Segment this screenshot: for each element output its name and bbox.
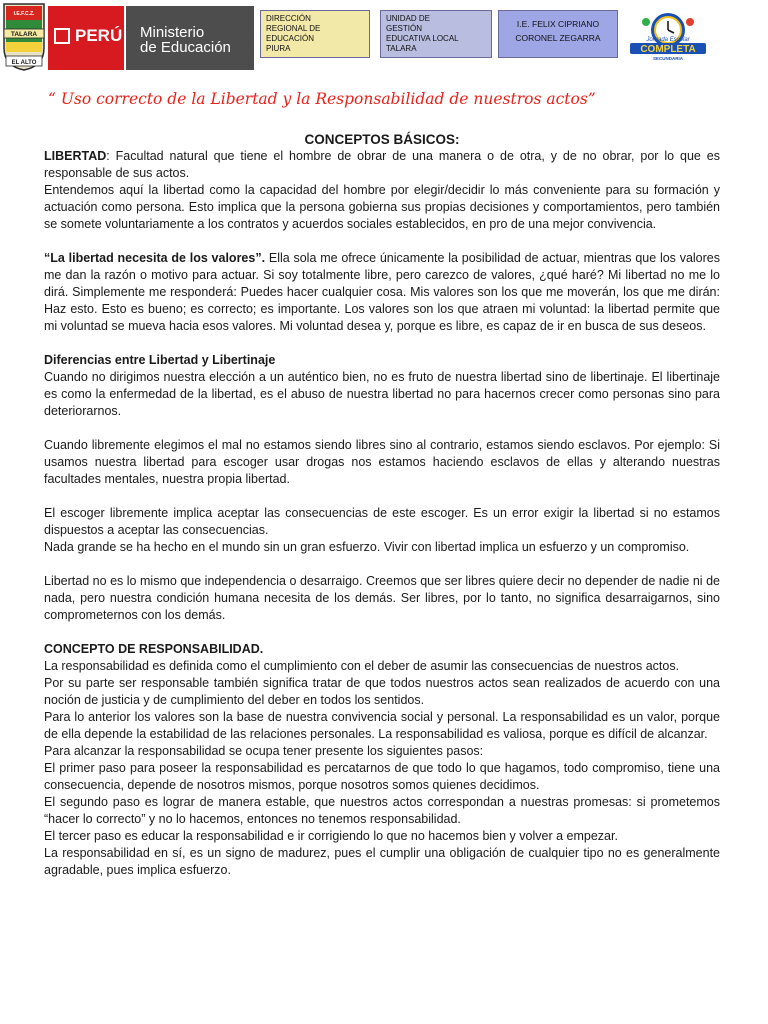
libertinaje-heading: Diferencias entre Libertad y Libertinaje xyxy=(44,353,276,367)
ministry-line1: Ministerio xyxy=(140,24,205,41)
ugel-line: UNIDAD DE xyxy=(386,14,431,23)
paragraph: La responsabilidad en sí, es un signo de madurez, pues el cumplir una obligación de cualquier tipo no es generalmente agradable, pues implica esfuerzo. xyxy=(44,846,720,877)
jec-logo-line1: Jornada Escolar xyxy=(646,37,690,43)
document-header xyxy=(0,0,768,78)
paragraph: Para lo anterior los valores son la base de nuestra convivencia social y personal. La responsabilidad es un valor, porque de ella depende la estabilidad de las relaciones personales. La responsabilidad es valiosa, porque es difícil de alcanzar. xyxy=(44,710,720,741)
paragraph: El tercer paso es educar la responsabilidad e ir corrigiendo lo que no hacemos bien y volver a empezar. xyxy=(44,829,618,843)
school-info-box xyxy=(498,10,618,58)
valores-quote: “La libertad necesita de los valores”. xyxy=(44,251,266,265)
paragraph: Entendemos aquí la libertad como la capacidad del hombre por elegir/decidir lo más conveniente para su formación y actuación como persona. Esto implica que la persona gobierna sus propias decisiones y comportamientos, pero también se somete voluntariamente a los contratos y acuerdos sociales establecidos, en pro de una mejor convivencia. xyxy=(44,183,720,231)
paragraph: El primer paso para poseer la responsabilidad es percatarnos de que todo lo que hagamos, todo compromiso, tiene una consecuencia, depende de nosotros mismos, porque nosotros somos quienes decidimos. xyxy=(44,761,720,792)
libertad-definition xyxy=(44,148,720,182)
ugel-line: TALARA xyxy=(386,44,417,53)
school-crest-logo xyxy=(2,2,46,72)
paragraph: Por su parte ser responsable también significa tratar de que todos nuestros actos sean realizados de acuerdo con una noción de justicia y de cumplimiento del deber en todos los sentidos. xyxy=(44,676,720,707)
dre-line: DIRECCIÓN xyxy=(266,14,311,23)
peru-brand-block xyxy=(48,6,124,70)
crest-school-initials: I.E.F.C.Z. xyxy=(13,11,35,17)
paragraph: El segundo paso es lograr de manera estable, que nuestros actos correspondan a nuestras promesas: si prometemos “hacer lo correcto” y no lo hacemos, entonces no tenemos responsabilidad. xyxy=(44,795,720,826)
dre-info-box xyxy=(260,10,370,58)
ugel-line: EDUCATIVA LOCAL xyxy=(386,34,459,43)
document-title: “ Uso correcto de la Libertad y la Responsabilidad de nuestros actos” xyxy=(48,90,596,108)
dre-line: REGIONAL DE xyxy=(266,24,321,33)
ministry-line2: de Educación xyxy=(140,39,231,56)
document-body xyxy=(44,131,720,879)
ugel-info-box xyxy=(380,10,492,58)
valores-text: Ella sola me ofrece únicamente la posibilidad de actuar, mientras que los valores me dan la razón o motivo para actuar. Si soy totalmente libre, pero carezco de valores, ¿qué haré? Mi libertad no me lo dirá. Simplemente me responderá: Puedes hacer cualquier cosa. Mis valores son los que me moverán, los que me dirán: Haz esto. Esto es bueno; es correcto; es importante. Los valores son los que atraen mi voluntad: la libertad permite que mi voluntad se mueva hacia esos valores. Mi voluntad desea y, porque es libre, es capaz de ir en busca de sus deseos. xyxy=(44,251,721,333)
peru-shield-icon xyxy=(54,28,70,44)
paragraph: Cuando libremente elegimos el mal no estamos siendo libres sino al contrario, estamos siendo esclavos. Por ejemplo: Si usamos nuestra libertad para escoger usar drogas nos estamos haciendo esclavos de ellas y alterando nuestras facultades mentales, nuestra propia libertad. xyxy=(44,438,720,486)
ministry-brand-block xyxy=(126,6,254,70)
paragraph: La responsabilidad es definida como el cumplimiento con el deber de asumir las consecuencias de nuestros actos. xyxy=(44,659,680,673)
jec-logo-line2: COMPLETA xyxy=(640,44,696,55)
ugel-line: GESTIÓN xyxy=(386,24,423,33)
responsabilidad-heading: CONCEPTO DE RESPONSABILIDAD. xyxy=(44,642,264,656)
libertad-term: LIBERTAD xyxy=(44,149,107,163)
paragraph: Cuando no dirigimos nuestra elección a un auténtico bien, no es fruto de nuestra libertad sino de libertinaje. El libertinaje es como la enfermedad de la libertad, es el abuso de nuestra libertad no para hacernos crecer como personas sino para deteriorarnos. xyxy=(44,370,720,418)
dre-line: EDUCACIÓN xyxy=(266,34,315,43)
paragraph: El escoger libremente implica aceptar las consecuencias de este escoger. Es un error exigir la libertad si no estamos dispuestos a aceptar las consecuencias. xyxy=(44,506,720,537)
jornada-escolar-completa-logo xyxy=(622,10,714,62)
paragraph: Para alcanzar la responsabilidad se ocupa tener presente los siguientes pasos: xyxy=(44,744,484,758)
peru-label: PERÚ xyxy=(75,26,123,45)
crest-motto-label: EL ALTO xyxy=(11,60,37,66)
crest-town-label: TALARA xyxy=(10,31,38,38)
paragraph: Nada grande se ha hecho en el mundo sin un gran esfuerzo. Vivir con libertad implica un esfuerzo y un compromiso. xyxy=(44,540,690,554)
school-line: I.E. FELIX CIPRIANO xyxy=(516,19,600,29)
valores-paragraph xyxy=(44,250,720,335)
conceptos-basicos-heading: CONCEPTOS BÁSICOS: xyxy=(304,132,460,147)
school-line: CORONEL ZEGARRA xyxy=(515,33,601,43)
dre-line: PIURA xyxy=(266,44,291,53)
paragraph: Libertad no es lo mismo que independencia o desarraigo. Creemos que ser libres quiere decir no depender de nadie ni de nada, pero nuestra condición humana necesita de los demás. Ser libres, por lo tanto, no significa desarraigarnos, sino comprometernos con los demás. xyxy=(44,574,720,622)
jec-logo-line3: SECUNDARIA xyxy=(652,56,684,61)
libertad-definition-text: : Facultad natural que tiene el hombre de obrar de una manera o de otra, y de no obrar, por lo que es responsable de sus actos. xyxy=(44,149,720,180)
